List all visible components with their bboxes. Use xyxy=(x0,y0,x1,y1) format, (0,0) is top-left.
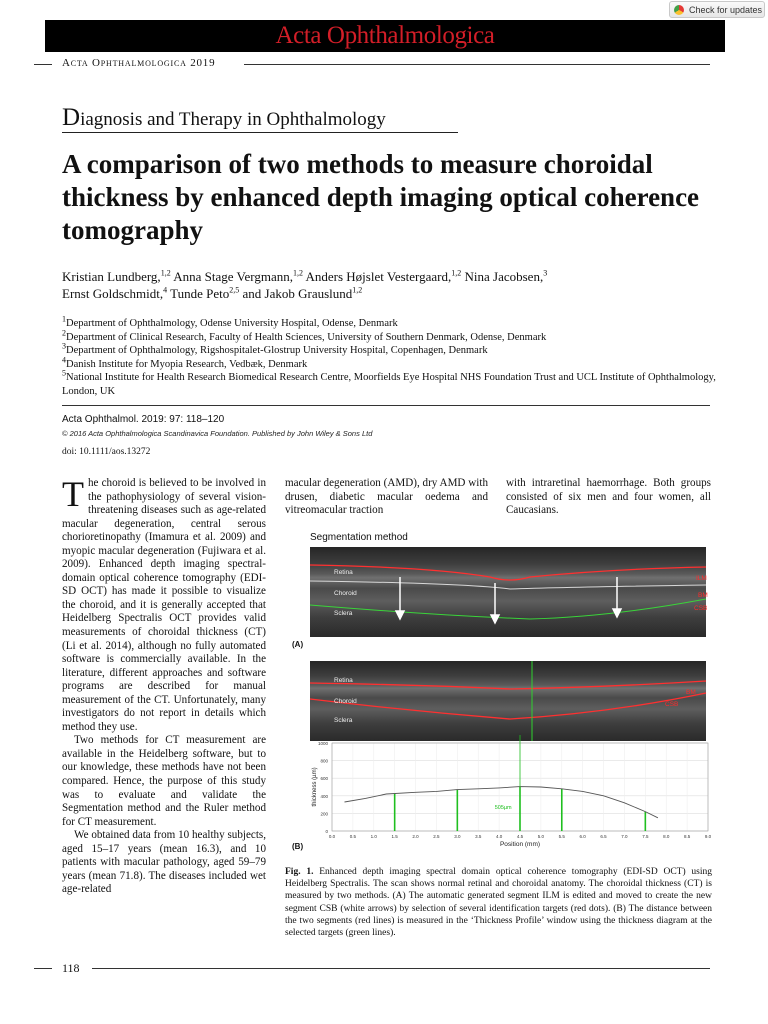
section-rule xyxy=(62,132,458,133)
body-paragraph: macular degeneration (AMD), dry AMD with drusen, diabetic macular oedema and vitreomacular traction xyxy=(285,477,488,517)
red-label-bm: BM xyxy=(698,592,708,599)
y-tick-label: 600 xyxy=(320,776,328,782)
footer-rule-right xyxy=(92,968,710,969)
affiliation-number: 2 xyxy=(62,328,66,338)
x-tick-label: 8.0 xyxy=(663,834,670,839)
author-affiliation-marker: 1,2 xyxy=(451,268,462,278)
panel-label-b: (B) xyxy=(292,842,304,851)
author-affiliation-marker: 4 xyxy=(163,285,168,295)
journal-banner xyxy=(45,20,725,52)
caption-label: Fig. 1. xyxy=(285,867,314,877)
x-tick-label: 9.0 xyxy=(704,834,712,839)
caption-text: Enhanced depth imaging spectral domain optical coherence tomography (EDI-SD OCT) using Heidelberg Spectralis. The scan shows normal retinal and choroidal anatomy. The choroidal thickness (CT) is measured by two methods. (A) The automatic generated segment ILM is edited and moved to create the new segment CSB (white arrows) by selection of several identification targets (red dots). (B) The distance between the two segments (red lines) is measured in the ‘Thickness Profile’ window using the thickness diagram at the selected targets (green lines). xyxy=(285,867,712,939)
layer-label-choroid: Choroid xyxy=(334,590,357,597)
author-name: Tunde Peto xyxy=(167,286,230,301)
author-affiliation-marker: 2,5 xyxy=(229,285,240,295)
affiliation-item xyxy=(62,368,722,398)
layer-label-retina: Retina xyxy=(334,569,353,576)
x-tick-label: 3.0 xyxy=(454,834,461,839)
affiliation-list xyxy=(62,314,722,399)
author-name: Ernst Goldschmidt, xyxy=(62,286,164,301)
x-tick-label: 0.0 xyxy=(328,834,336,839)
section-rest: iagnosis and Therapy in Ophthalmology xyxy=(80,109,386,130)
check-for-updates-button[interactable] xyxy=(669,1,765,18)
layer-label-sclera: Sclera xyxy=(334,610,353,617)
journal-banner-title: Acta Ophthalmologica xyxy=(275,22,495,49)
red-label-csb: CSB xyxy=(665,701,679,708)
citation-rule xyxy=(62,405,710,406)
check-updates-label: Check for updates xyxy=(689,4,763,15)
affiliation-number: 3 xyxy=(62,341,66,351)
y-axis-label: thickness (µm) xyxy=(312,767,318,807)
red-label-ilm: ILM xyxy=(696,575,707,582)
oct-scan-a xyxy=(310,547,706,637)
affiliation-text: Department of Ophthalmology, Rigshospitalet-Glostrup University Hospital, Copenhagen, Denmark xyxy=(66,345,488,357)
author-name: and Jakob Grauslund xyxy=(239,286,353,301)
author-list xyxy=(62,268,722,302)
x-tick-label: 0.5 xyxy=(349,834,357,839)
x-tick-label: 8.5 xyxy=(683,834,691,839)
thickness-chart xyxy=(310,735,710,847)
affiliation-text: Danish Institute for Myopia Research, Vedbæk, Denmark xyxy=(66,358,308,370)
affiliation-item xyxy=(62,341,722,358)
running-head: Acta Ophthalmologica 2019 xyxy=(62,57,216,69)
body-column-3 xyxy=(506,477,711,518)
affiliation-number: 5 xyxy=(62,368,66,378)
author-name: Anna Stage Vergmann, xyxy=(170,269,293,284)
affiliation-item xyxy=(62,314,722,331)
author-affiliation-marker: 3 xyxy=(543,268,548,278)
body-column-2 xyxy=(285,477,488,518)
x-tick-label: 1.5 xyxy=(391,834,398,839)
x-tick-label: 4.5 xyxy=(516,834,524,839)
oct-scan-b xyxy=(310,661,706,741)
running-head-rule-left xyxy=(34,64,52,65)
x-tick-label: 6.5 xyxy=(600,834,607,839)
author-affiliation-marker: 1,2 xyxy=(160,268,171,278)
x-tick-label: 7.0 xyxy=(621,834,628,839)
figure-caption xyxy=(285,866,712,939)
y-tick-label: 0 xyxy=(325,829,328,834)
x-tick-label: 1.0 xyxy=(370,834,377,839)
author-name: Anders Højslet Vestergaard, xyxy=(302,269,452,284)
section-initial: D xyxy=(62,104,81,131)
thickness-annotation: 505µm xyxy=(494,805,512,811)
red-label-bm: BM xyxy=(686,689,696,696)
figure-title: Segmentation method xyxy=(310,532,408,543)
affiliation-text: National Institute for Health Research Biomedical Research Centre, Moorfields Eye Hospital NHS Foundation Trust and UCL Institute of Ophthalmology, London, UK xyxy=(62,372,716,397)
x-tick-label: 5.5 xyxy=(558,834,565,839)
footer-rule-left xyxy=(34,968,52,969)
body-column-1 xyxy=(62,474,266,897)
thickness-chart-svg xyxy=(310,735,710,847)
body-text: he choroid is believed to be involved in the pathophysiology of several vision-threatening diseases such as age-related macular degeneration, central serous chorioretinopathy (Imamura et al. 2009) and myopic macular degeneration (Fujiwara et al. 2009). Enhanced depth imaging spectral-domain optical coherence tomography (EDI-SD OCT) has made it possible to visualize the choroid, and it is generally accepted that Heidelberg Spectralis OCT provides valid measurements of choroidal thickness (CT) (Li et al. 2014), although no fully automated software is commercially available. In the literature, different approaches and software programs are described for manual measurement of the CT. Unfortunately, many investigators do not report in details which method they use. xyxy=(62,477,266,733)
author-affiliation-marker: 1,2 xyxy=(292,268,303,278)
running-head-rule-right xyxy=(244,64,710,65)
segmentation-lines-a xyxy=(310,547,706,637)
copyright-notice: © 2016 Acta Ophthalmologica Scandinavica Foundation. Published by John Wiley & Sons Ltd xyxy=(62,429,373,438)
y-tick-label: 200 xyxy=(320,811,328,817)
affiliation-item xyxy=(62,355,722,372)
affiliation-item xyxy=(62,328,722,345)
x-tick-label: 7.5 xyxy=(642,834,649,839)
y-tick-label: 400 xyxy=(320,793,328,799)
red-label-csb: CSB xyxy=(694,605,708,612)
segmentation-lines-b xyxy=(310,661,706,741)
x-tick-label: 2.5 xyxy=(433,834,440,839)
author-affiliation-marker: 1,2 xyxy=(352,285,363,295)
affiliation-number: 1 xyxy=(62,314,66,324)
section-heading xyxy=(62,104,386,132)
author-name: Kristian Lundberg, xyxy=(62,269,161,284)
body-paragraph: with intraretinal haemorrhage. Both groups consisted of six men and four women, all Caucasians. xyxy=(506,477,711,517)
citation: Acta Ophthalmol. 2019: 97: 118–120 xyxy=(62,414,225,425)
figure-1 xyxy=(290,528,712,860)
affiliation-text: Department of Clinical Research, Faculty of Health Sciences, University of Southern Denmark, Odense, Denmark xyxy=(66,331,547,343)
x-tick-label: 4.0 xyxy=(495,834,503,839)
layer-label-sclera: Sclera xyxy=(334,717,353,724)
x-tick-label: 2.0 xyxy=(412,834,419,839)
drop-cap: T xyxy=(62,474,84,514)
doi-link[interactable]: doi: 10.1111/aos.13272 xyxy=(62,447,151,457)
body-paragraph: Two methods for CT measurement are available in the Heidelberg software, but to our knowledge, these methods have not been compared. Hence, the purpose of this study was to evaluate and validate the Segmentation method and the Ruler method for CT measurement. xyxy=(62,734,266,828)
article-title: A comparison of two methods to measure choroidal thickness by enhanced depth imaging optical coherence tomography xyxy=(62,149,700,245)
layer-label-retina: Retina xyxy=(334,677,353,684)
x-tick-label: 5.0 xyxy=(537,834,545,839)
x-tick-label: 3.5 xyxy=(475,834,482,839)
body-paragraph: We obtained data from 10 healthy subjects, aged 15–17 years (mean 16.3), and 10 patients with macular pathology, aged 59–79 years (mean 71.8). The diseases included wet age-related xyxy=(62,829,266,896)
layer-label-choroid: Choroid xyxy=(334,698,357,705)
x-axis-label: Position (mm) xyxy=(499,841,541,848)
panel-label-a: (A) xyxy=(292,640,304,649)
author-name: Nina Jacobsen, xyxy=(461,269,544,284)
page-number: 118 xyxy=(62,961,80,975)
y-tick-label: 800 xyxy=(320,758,328,764)
affiliation-number: 4 xyxy=(62,355,66,365)
crossmark-icon xyxy=(674,5,684,15)
affiliation-text: Department of Ophthalmology, Odense University Hospital, Odense, Denmark xyxy=(66,318,398,329)
body-paragraph xyxy=(62,474,266,734)
x-tick-label: 6.0 xyxy=(579,834,586,839)
y-tick-label: 1000 xyxy=(317,741,328,746)
